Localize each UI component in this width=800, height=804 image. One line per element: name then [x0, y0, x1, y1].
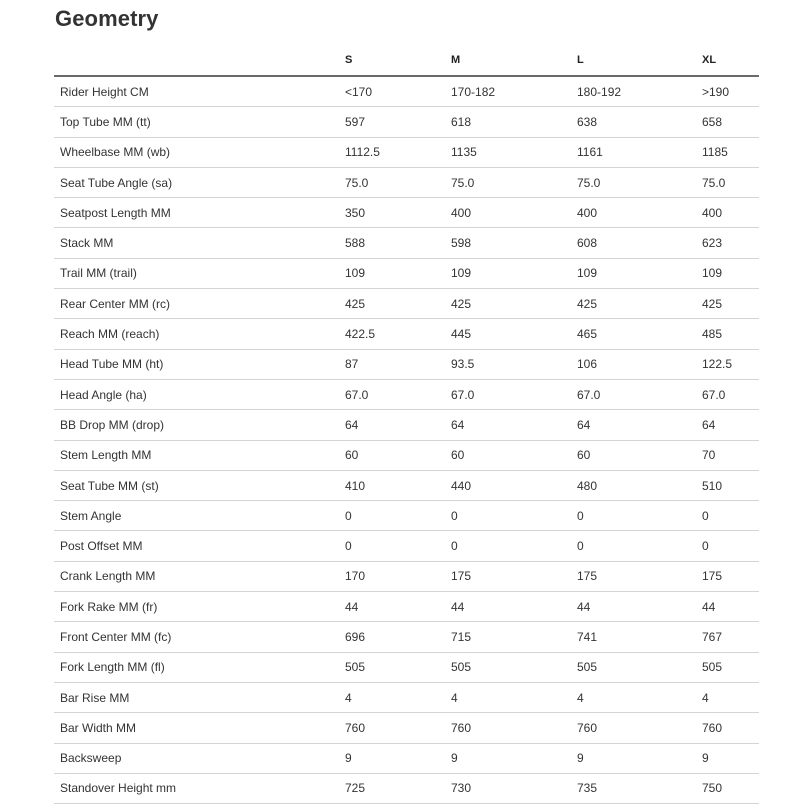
- cell-size-l: 1161: [571, 137, 696, 167]
- table-row: [54, 319, 759, 349]
- row-label: Standover Height mm: [54, 773, 339, 803]
- row-label: Stack MM: [54, 228, 339, 258]
- cell-size-s: 0: [339, 531, 445, 561]
- table-row: [54, 76, 759, 107]
- cell-size-m: 170-182: [445, 76, 571, 107]
- cell-size-l: 4: [571, 682, 696, 712]
- cell-size-l: 64: [571, 410, 696, 440]
- geometry-table: [54, 45, 759, 804]
- cell-size-xl: 760: [696, 713, 759, 743]
- cell-size-xl: 4: [696, 682, 759, 712]
- row-label: Rear Center MM (rc): [54, 289, 339, 319]
- table-row: [54, 198, 759, 228]
- table-row: [54, 561, 759, 591]
- row-label: Bar Rise MM: [54, 682, 339, 712]
- row-label: Trail MM (trail): [54, 258, 339, 288]
- table-row: [54, 592, 759, 622]
- cell-size-s: 760: [339, 713, 445, 743]
- table-row: [54, 167, 759, 197]
- cell-size-l: 638: [571, 107, 696, 137]
- cell-size-m: 109: [445, 258, 571, 288]
- row-label: Post Offset MM: [54, 531, 339, 561]
- row-label: Seat Tube MM (st): [54, 470, 339, 500]
- cell-size-xl: 67.0: [696, 379, 759, 409]
- row-label: Crank Length MM: [54, 561, 339, 591]
- row-label: BB Drop MM (drop): [54, 410, 339, 440]
- row-label: Stem Length MM: [54, 440, 339, 470]
- page-title: Geometry: [55, 6, 159, 31]
- cell-size-xl: 0: [696, 531, 759, 561]
- cell-size-s: 60: [339, 440, 445, 470]
- cell-size-s: 0: [339, 501, 445, 531]
- cell-size-l: 505: [571, 652, 696, 682]
- row-label: Fork Length MM (fl): [54, 652, 339, 682]
- cell-size-l: 400: [571, 198, 696, 228]
- cell-size-s: 75.0: [339, 167, 445, 197]
- table-row: [54, 258, 759, 288]
- row-label: Front Center MM (fc): [54, 622, 339, 652]
- cell-size-m: 445: [445, 319, 571, 349]
- cell-size-m: 4: [445, 682, 571, 712]
- cell-size-xl: 9: [696, 743, 759, 773]
- cell-size-l: 0: [571, 531, 696, 561]
- cell-size-l: 109: [571, 258, 696, 288]
- cell-size-xl: 767: [696, 622, 759, 652]
- cell-size-l: 760: [571, 713, 696, 743]
- cell-size-l: 175: [571, 561, 696, 591]
- cell-size-s: 425: [339, 289, 445, 319]
- row-label: Top Tube MM (tt): [54, 107, 339, 137]
- table-row: [54, 470, 759, 500]
- row-label: Seatpost Length MM: [54, 198, 339, 228]
- table-row: [54, 743, 759, 773]
- cell-size-xl: 658: [696, 107, 759, 137]
- header-size-s: S: [339, 45, 445, 76]
- cell-size-l: 9: [571, 743, 696, 773]
- cell-size-xl: 64: [696, 410, 759, 440]
- cell-size-xl: 175: [696, 561, 759, 591]
- cell-size-m: 505: [445, 652, 571, 682]
- cell-size-s: 588: [339, 228, 445, 258]
- cell-size-xl: 510: [696, 470, 759, 500]
- cell-size-m: 0: [445, 531, 571, 561]
- table-row: [54, 652, 759, 682]
- table-row: [54, 622, 759, 652]
- cell-size-xl: 750: [696, 773, 759, 803]
- cell-size-xl: 425: [696, 289, 759, 319]
- cell-size-m: 400: [445, 198, 571, 228]
- row-label: Bar Width MM: [54, 713, 339, 743]
- cell-size-l: 608: [571, 228, 696, 258]
- cell-size-s: 505: [339, 652, 445, 682]
- table-body: [54, 76, 759, 804]
- cell-size-xl: 70: [696, 440, 759, 470]
- cell-size-l: 465: [571, 319, 696, 349]
- row-label: Head Angle (ha): [54, 379, 339, 409]
- cell-size-m: 0: [445, 501, 571, 531]
- table-row: [54, 379, 759, 409]
- cell-size-m: 760: [445, 713, 571, 743]
- cell-size-l: 0: [571, 501, 696, 531]
- row-label: Rider Height CM: [54, 76, 339, 107]
- cell-size-m: 75.0: [445, 167, 571, 197]
- row-label: Seat Tube Angle (sa): [54, 167, 339, 197]
- cell-size-m: 1135: [445, 137, 571, 167]
- cell-size-m: 175: [445, 561, 571, 591]
- table-row: [54, 682, 759, 712]
- cell-size-xl: 122.5: [696, 349, 759, 379]
- cell-size-s: 170: [339, 561, 445, 591]
- cell-size-s: 597: [339, 107, 445, 137]
- cell-size-m: 440: [445, 470, 571, 500]
- table-row: [54, 349, 759, 379]
- cell-size-m: 44: [445, 592, 571, 622]
- cell-size-l: 67.0: [571, 379, 696, 409]
- header-label-cell: [54, 45, 339, 76]
- cell-size-s: 64: [339, 410, 445, 440]
- cell-size-xl: >190: [696, 76, 759, 107]
- cell-size-l: 180-192: [571, 76, 696, 107]
- cell-size-l: 60: [571, 440, 696, 470]
- cell-size-s: 350: [339, 198, 445, 228]
- cell-size-xl: 485: [696, 319, 759, 349]
- cell-size-l: 425: [571, 289, 696, 319]
- cell-size-s: 87: [339, 349, 445, 379]
- cell-size-xl: 0: [696, 501, 759, 531]
- cell-size-l: 75.0: [571, 167, 696, 197]
- cell-size-s: 422.5: [339, 319, 445, 349]
- cell-size-m: 93.5: [445, 349, 571, 379]
- cell-size-l: 480: [571, 470, 696, 500]
- cell-size-s: 4: [339, 682, 445, 712]
- header-row: [54, 45, 759, 76]
- cell-size-m: 715: [445, 622, 571, 652]
- cell-size-xl: 44: [696, 592, 759, 622]
- table-row: [54, 440, 759, 470]
- cell-size-l: 106: [571, 349, 696, 379]
- cell-size-m: 9: [445, 743, 571, 773]
- cell-size-s: 696: [339, 622, 445, 652]
- table-row: [54, 410, 759, 440]
- cell-size-s: 1112.5: [339, 137, 445, 167]
- cell-size-s: 410: [339, 470, 445, 500]
- cell-size-m: 60: [445, 440, 571, 470]
- cell-size-xl: 623: [696, 228, 759, 258]
- cell-size-s: 9: [339, 743, 445, 773]
- table-row: [54, 289, 759, 319]
- cell-size-xl: 505: [696, 652, 759, 682]
- table-row: [54, 531, 759, 561]
- row-label: Fork Rake MM (fr): [54, 592, 339, 622]
- header-size-xl: XL: [696, 45, 759, 76]
- cell-size-s: 109: [339, 258, 445, 288]
- table-row: [54, 773, 759, 803]
- cell-size-m: 64: [445, 410, 571, 440]
- table-row: [54, 713, 759, 743]
- header-size-m: M: [445, 45, 571, 76]
- row-label: Head Tube MM (ht): [54, 349, 339, 379]
- cell-size-xl: 75.0: [696, 167, 759, 197]
- cell-size-xl: 109: [696, 258, 759, 288]
- cell-size-l: 741: [571, 622, 696, 652]
- cell-size-m: 67.0: [445, 379, 571, 409]
- cell-size-s: 725: [339, 773, 445, 803]
- cell-size-l: 735: [571, 773, 696, 803]
- cell-size-xl: 400: [696, 198, 759, 228]
- cell-size-s: <170: [339, 76, 445, 107]
- cell-size-m: 425: [445, 289, 571, 319]
- row-label: Backsweep: [54, 743, 339, 773]
- header-size-l: L: [571, 45, 696, 76]
- table-row: [54, 228, 759, 258]
- cell-size-m: 730: [445, 773, 571, 803]
- cell-size-s: 44: [339, 592, 445, 622]
- cell-size-m: 598: [445, 228, 571, 258]
- cell-size-s: 67.0: [339, 379, 445, 409]
- row-label: Wheelbase MM (wb): [54, 137, 339, 167]
- cell-size-xl: 1185: [696, 137, 759, 167]
- cell-size-m: 618: [445, 107, 571, 137]
- table-row: [54, 501, 759, 531]
- table-row: [54, 107, 759, 137]
- table-row: [54, 137, 759, 167]
- row-label: Reach MM (reach): [54, 319, 339, 349]
- row-label: Stem Angle: [54, 501, 339, 531]
- cell-size-l: 44: [571, 592, 696, 622]
